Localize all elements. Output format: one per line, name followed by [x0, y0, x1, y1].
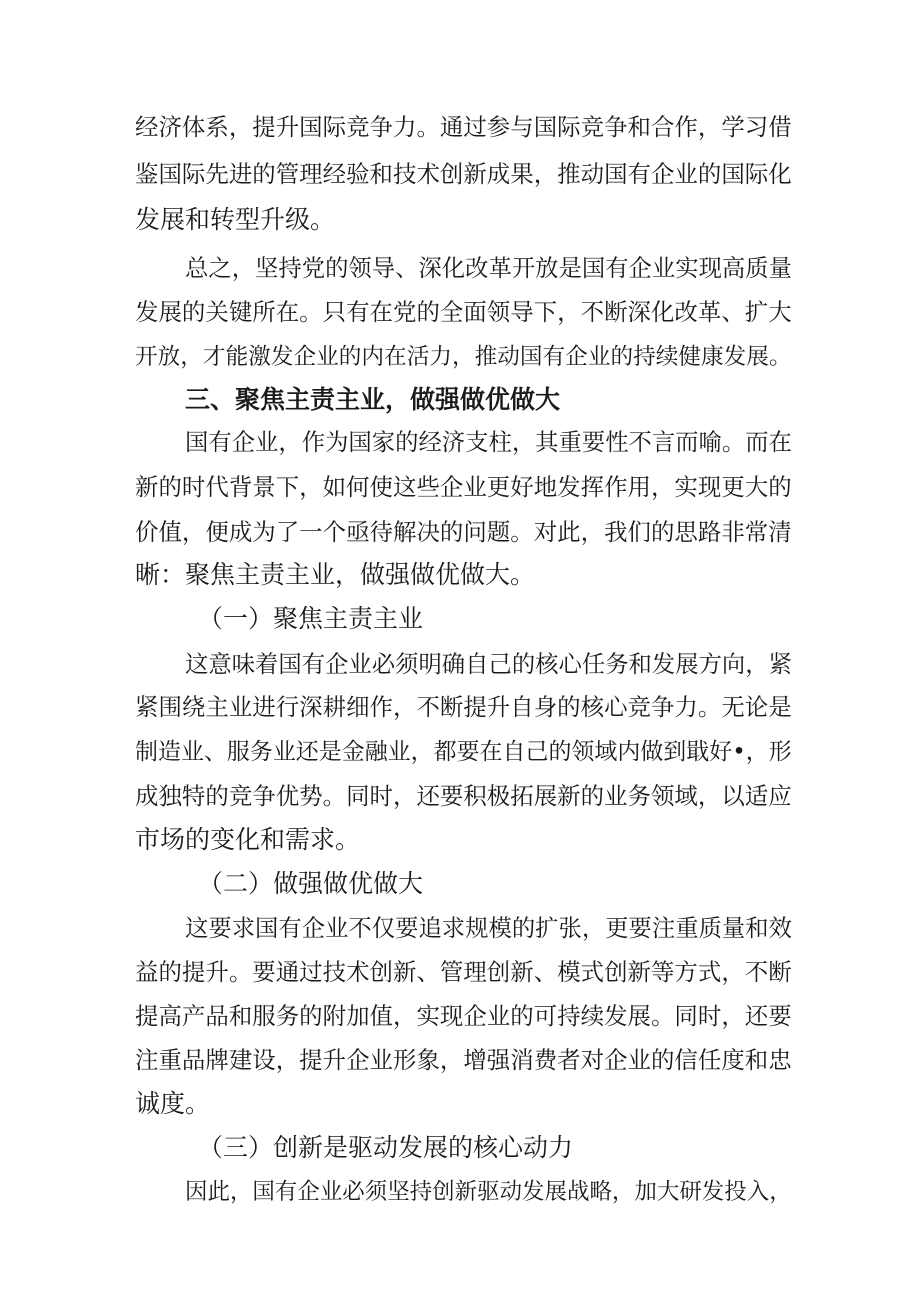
text-line: 发展的关键所在。只有在党的全面领导下，不断深化改革、扩大	[135, 298, 792, 326]
text-line: 开放，才能激发企业的内在活力，推动国有企业的持续健康发展。	[135, 344, 792, 370]
paragraph-start: 国有企业，作为国家的经济支柱，其重要性不言而喻。而在	[185, 428, 792, 456]
paragraph-start: 这意味着国有企业必须明确自己的核心任务和发展方向，紧	[185, 650, 792, 678]
text-line: 诚度。	[135, 1089, 211, 1118]
text-line: 鉴国际先进的管理经验和技术创新成果，推动国有企业的国际化	[135, 160, 792, 188]
paragraph-start: 这要求国有企业不仅要追求规模的扩张，更要注重质量和效	[185, 914, 792, 942]
text-line: 新的时代背景下，如何使这些企业更好地发挥作用，实现更大的	[135, 473, 792, 501]
text-line: 成独特的竞争优势。同时，还要积极拓展新的业务领域，以适应	[135, 782, 792, 810]
text-line: 提高产品和服务的附加值，实现企业的可持续发展。同时，还要	[135, 1002, 792, 1030]
text-line: 益的提升。要通过技术创新、管理创新、模式创新等方式，不断	[135, 958, 792, 986]
paragraph-start: 总之，坚持党的领导、深化改革开放是国有企业实现高质量	[185, 254, 792, 282]
text-line: 市场的变化和需求。	[135, 825, 361, 854]
subsection-heading: （一）聚焦主责主业	[198, 604, 424, 633]
text-line: 发展和转型升级。	[135, 205, 336, 234]
text-line: 经济体系，提升国际竞争力。通过参与国际竞争和合作，学习借	[135, 113, 792, 141]
text-line: 价值，便成为了一个亟待解决的问题。对此，我们的思路非常清	[135, 518, 792, 546]
section-heading: 三、聚焦主责主业，做强做优做大	[185, 385, 561, 414]
text-line: 晰：聚焦主责主业，做强做优做大。	[135, 560, 536, 589]
paragraph-start: 因此，国有企业必须坚持创新驱动发展战略，加大研发投入，	[185, 1179, 792, 1205]
text-line: 注重品牌建设，提升企业形象，增强消费者对企业的信任度和忠	[135, 1046, 792, 1074]
subsection-heading: （二）做强做优做大	[198, 869, 424, 898]
text-line: 制造业、服务业还是金融业，都要在自己的领域内做到戢好•，形	[135, 739, 792, 765]
text-line: 紧围绕主业进行深耕细作，不断提升自身的核心竞争力。无论是	[135, 693, 792, 721]
subsection-heading: （三）创新是驱动发展的核心动力	[198, 1133, 574, 1162]
